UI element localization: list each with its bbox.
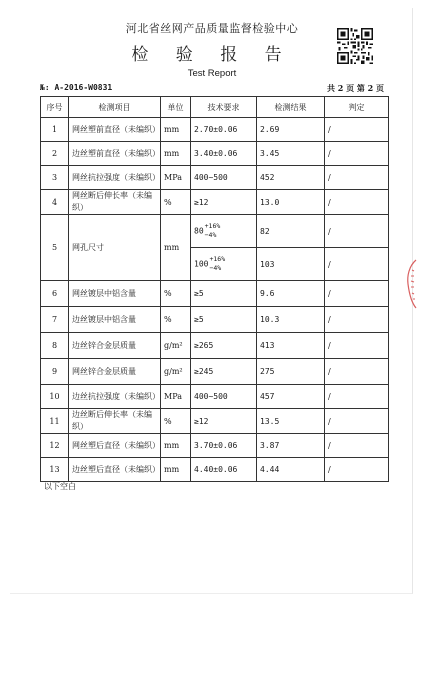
row-verdict: / — [325, 307, 389, 333]
row-verdict: / — [325, 281, 389, 307]
report-number: №: A-2016-W0831 — [40, 83, 113, 92]
row-requirement: 3.70±0.06 — [191, 434, 257, 458]
row-no: 2 — [41, 142, 69, 166]
results-table — [40, 96, 389, 482]
red-seal-stamp — [405, 258, 417, 310]
row-requirement: 400~500 — [191, 385, 257, 409]
row-requirement: 400~500 — [191, 166, 257, 190]
table-row — [41, 409, 389, 434]
row-unit: mm — [161, 458, 191, 482]
row-no: 3 — [41, 166, 69, 190]
row-item: 网丝塑前直径（未编织） — [69, 118, 161, 142]
row-item: 网丝锌合金层质量 — [69, 359, 161, 385]
row-requirement: ≥5 — [191, 307, 257, 333]
row-verdict: / — [325, 248, 389, 281]
row-unit: g/m² — [161, 333, 191, 359]
col-header-item: 检测项目 — [69, 97, 161, 118]
row-requirement: ≥12 — [191, 409, 257, 434]
tolerance — [209, 255, 225, 273]
row-requirement: ≥5 — [191, 281, 257, 307]
row-result: 10.3 — [257, 307, 325, 333]
row-result: 4.44 — [257, 458, 325, 482]
row-no: 8 — [41, 333, 69, 359]
row-verdict: / — [325, 458, 389, 482]
table-row — [41, 142, 389, 166]
row-unit: % — [161, 307, 191, 333]
row-unit: mm — [161, 118, 191, 142]
row-no: 7 — [41, 307, 69, 333]
col-header-requirement: 技术要求 — [191, 97, 257, 118]
row-verdict: / — [325, 118, 389, 142]
row-unit: g/m² — [161, 359, 191, 385]
row-no: 5 — [41, 215, 69, 281]
table-row — [41, 215, 389, 248]
row-unit: MPa — [161, 385, 191, 409]
row-item: 边丝锌合金层质量 — [69, 333, 161, 359]
col-header-unit: 单位 — [161, 97, 191, 118]
row-unit: mm — [161, 434, 191, 458]
row-item: 网孔尺寸 — [69, 215, 161, 281]
row-verdict: / — [325, 385, 389, 409]
row-no: 13 — [41, 458, 69, 482]
table-row — [41, 333, 389, 359]
row-result: 13.5 — [257, 409, 325, 434]
table-row — [41, 166, 389, 190]
row-requirement: 2.70±0.06 — [191, 118, 257, 142]
requirement-base: 80 — [194, 226, 204, 236]
row-verdict: / — [325, 359, 389, 385]
tolerance-minus: −4% — [209, 264, 222, 272]
row-result: 13.0 — [257, 190, 325, 215]
row-no: 12 — [41, 434, 69, 458]
row-item: 边丝镀层中铝含量 — [69, 307, 161, 333]
tolerance-minus: −4% — [204, 231, 217, 239]
row-requirement: ≥245 — [191, 359, 257, 385]
qr-code-icon — [337, 28, 373, 64]
row-requirement: 3.40±0.06 — [191, 142, 257, 166]
row-unit: mm — [161, 215, 191, 281]
table-row — [41, 118, 389, 142]
table-row — [41, 385, 389, 409]
table-row — [41, 190, 389, 215]
row-no: 11 — [41, 409, 69, 434]
report-title: 检 验 报 告 — [131, 45, 293, 65]
row-result: 413 — [257, 333, 325, 359]
col-header-no: 序号 — [41, 97, 69, 118]
row-requirement: 4.40±0.06 — [191, 458, 257, 482]
table-header-row — [41, 97, 389, 118]
row-item: 网丝抗拉强度（未编织） — [69, 166, 161, 190]
row-verdict: / — [325, 166, 389, 190]
row-no: 10 — [41, 385, 69, 409]
col-header-verdict: 判定 — [325, 97, 389, 118]
table-row — [41, 307, 389, 333]
report-subtitle: Test Report — [187, 68, 237, 79]
row-item: 边丝断后伸长率（未编织） — [69, 409, 161, 434]
row-unit: % — [161, 190, 191, 215]
row-item: 网丝镀层中铝含量 — [69, 281, 161, 307]
row-result: 82 — [257, 215, 325, 248]
organization-name: 河北省丝网产品质量监督检验中心 — [125, 22, 299, 35]
tolerance-plus: +16% — [204, 222, 221, 230]
row-verdict: / — [325, 333, 389, 359]
row-item: 边丝塑前直径（未编织） — [69, 142, 161, 166]
blank-below-note: 以下空白 — [44, 482, 76, 491]
page-indicator: 共 2 页 第 2 页 — [326, 83, 384, 93]
row-unit: % — [161, 409, 191, 434]
row-verdict: / — [325, 434, 389, 458]
row-result: 9.6 — [257, 281, 325, 307]
table-row — [41, 458, 389, 482]
col-header-result: 检测结果 — [257, 97, 325, 118]
requirement-base: 100 — [194, 259, 209, 269]
row-no: 4 — [41, 190, 69, 215]
row-item: 边丝塑后直径（未编织） — [69, 458, 161, 482]
row-result: 275 — [257, 359, 325, 385]
row-result: 3.45 — [257, 142, 325, 166]
row-verdict: / — [325, 215, 389, 248]
row-unit: mm — [161, 142, 191, 166]
row-requirement: ≥265 — [191, 333, 257, 359]
row-item: 网丝塑后直径（未编织） — [69, 434, 161, 458]
row-no: 6 — [41, 281, 69, 307]
row-result: 452 — [257, 166, 325, 190]
row-verdict: / — [325, 142, 389, 166]
row-unit: MPa — [161, 166, 191, 190]
row-requirement: ≥12 — [191, 190, 257, 215]
tolerance-plus: +16% — [209, 255, 226, 263]
row-requirement — [191, 248, 257, 281]
row-result: 2.69 — [257, 118, 325, 142]
row-result: 457 — [257, 385, 325, 409]
tolerance — [205, 222, 221, 240]
row-unit: % — [161, 281, 191, 307]
table-row — [41, 359, 389, 385]
row-result: 103 — [257, 248, 325, 281]
row-no: 1 — [41, 118, 69, 142]
row-item: 边丝抗拉强度（未编织） — [69, 385, 161, 409]
row-result: 3.87 — [257, 434, 325, 458]
row-verdict: / — [325, 409, 389, 434]
row-verdict: / — [325, 190, 389, 215]
table-row — [41, 434, 389, 458]
table-row — [41, 281, 389, 307]
row-no: 9 — [41, 359, 69, 385]
row-item: 网丝断后伸长率（未编织） — [69, 190, 161, 215]
row-requirement — [191, 215, 257, 248]
